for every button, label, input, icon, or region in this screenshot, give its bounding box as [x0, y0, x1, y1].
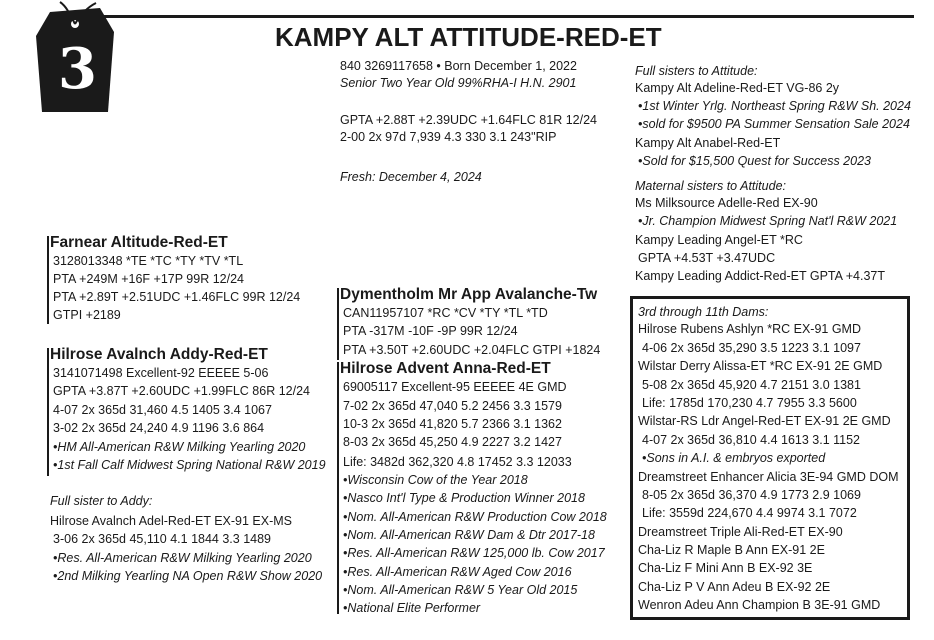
dam-line: 4-07 2x 365d 31,460 4.5 1405 3.4 1067: [53, 403, 272, 417]
mgs-line: PTA +3.50T +2.60UDC +2.04FLC GTPI +1824: [343, 343, 601, 357]
granddam-honor: •Nom. All-American R&W Dam & Dtr 2017-18: [343, 528, 595, 542]
granddam-honor: •Res. All-American R&W 125,000 lb. Cow 2017: [343, 546, 605, 560]
sire-line: 3128013348 *TE *TC *TY *TV *TL: [53, 254, 244, 268]
granddam-bracket: [337, 362, 339, 614]
dams-box-line: Wenron Adeu Ann Champion B 3E-91 GMD: [638, 598, 881, 612]
dams-box-line: Hilrose Rubens Ashlyn *RC EX-91 GMD: [638, 322, 861, 336]
dams-box-line: 4-06 2x 365d 35,290 3.5 1223 3.1 1097: [642, 341, 861, 355]
lot-number: 3: [58, 36, 97, 102]
granddam-honor: •Nom. All-American R&W Production Cow 2018: [343, 510, 607, 524]
dam-honor: •1st Fall Calf Midwest Spring National R&W 2019: [53, 458, 326, 472]
maternal-line: Kampy Leading Angel-ET *RC: [635, 233, 803, 247]
dam-sister-heading: Full sister to Addy:: [50, 494, 153, 508]
sire-line: PTA +2.89T +2.51UDC +1.46FLC 99R 12/24: [53, 290, 301, 304]
dam-line: GPTA +3.87T +2.60UDC +1.99FLC 86R 12/24: [53, 384, 310, 398]
maternal-line: Ms Milksource Adelle-Red EX-90: [635, 196, 818, 210]
dams-box-line: 8-05 2x 365d 36,370 4.9 1773 2.9 1069: [642, 488, 861, 502]
sister-line: •1st Winter Yrlg. Northeast Spring R&W Sh. 2024: [638, 99, 911, 113]
dam-bracket: [47, 348, 49, 476]
dam-sister-line: Hilrose Avalnch Adel-Red-ET EX-91 EX-MS: [50, 514, 293, 528]
mgs-line: CAN11957107 *RC *CV *TY *TL *TD: [343, 306, 548, 320]
dam-line: 3-02 2x 365d 24,240 4.9 1196 3.6 864: [53, 421, 265, 435]
registration-line: 840 3269117658 • Born December 1, 2022: [340, 59, 577, 73]
full-sisters-heading: Full sisters to Attitude:: [635, 64, 758, 78]
page-title: KAMPY ALT ATTITUDE-RED-ET: [275, 22, 662, 52]
dam-sister-honor: •Res. All-American R&W Milking Yearling 2020: [53, 551, 312, 565]
dams-box-line: 5-08 2x 365d 45,920 4.7 2151 3.0 1381: [642, 378, 861, 392]
dams-box-heading: 3rd through 11th Dams:: [638, 305, 769, 319]
granddam-honor: •Nom. All-American R&W 5 Year Old 2015: [343, 583, 578, 597]
fresh-date: Fresh: December 4, 2024: [340, 170, 482, 184]
dams-box-line: Wilstar-RS Ldr Angel-Red-ET EX-91 2E GMD: [638, 414, 891, 428]
granddam-honor: •National Elite Performer: [343, 601, 481, 615]
dams-box-line: Wilstar Derry Alissa-ET *RC EX-91 2E GMD: [638, 359, 883, 373]
dams-box-line: •Sons in A.I. & embryos exported: [642, 451, 826, 465]
dam-name: Hilrose Avalnch Addy-Red-ET: [50, 346, 268, 363]
sister-line: Kampy Alt Anabel-Red-ET: [635, 136, 781, 150]
maternal-line: GPTA +4.53T +3.47UDC: [638, 251, 776, 265]
granddam-line: 8-03 2x 365d 45,250 4.9 2227 3.2 1427: [343, 435, 562, 449]
dam-honor: •HM All-American R&W Milking Yearling 2020: [53, 440, 306, 454]
record-line: 2-00 2x 97d 7,939 4.3 330 3.1 243"RIP: [340, 130, 557, 144]
mgs-name: Dymentholm Mr App Avalanche-Tw: [340, 286, 598, 303]
sister-line: •sold for $9500 PA Summer Sensation Sale 2024: [638, 117, 910, 131]
sire-name: Farnear Altitude-Red-ET: [50, 234, 228, 251]
dams-box-line: Dreamstreet Triple Ali-Red-ET EX-90: [638, 525, 843, 539]
sister-line: •Sold for $15,500 Quest for Success 2023: [638, 154, 871, 168]
maternal-sisters-heading: Maternal sisters to Attitude:: [635, 179, 786, 193]
granddam-honor: •Nasco Int'l Type & Production Winner 2018: [343, 491, 585, 505]
dams-box-line: Cha-Liz P V Ann Adeu B EX-92 2E: [638, 580, 831, 594]
dam-sister-line: 3-06 2x 365d 45,110 4.1 1844 3.3 1489: [53, 532, 272, 546]
dam-sister-honor: •2nd Milking Yearling NA Open R&W Show 2020: [53, 569, 323, 583]
dams-box-line: Dreamstreet Enhancer Alicia 3E-94 GMD DOM: [638, 470, 899, 484]
gpta-line: GPTA +2.88T +2.39UDC +1.64FLC 81R 12/24: [340, 113, 597, 127]
granddam-line: 69005117 Excellent-95 EEEEE 4E GMD: [343, 380, 567, 394]
maternal-line: Kampy Leading Addict-Red-ET GPTA +4.37T: [635, 269, 886, 283]
dams-box-line: Life: 3559d 224,670 4.4 9974 3.1 7072: [642, 506, 857, 520]
dams-box-line: Cha-Liz F Mini Ann B EX-92 3E: [638, 561, 813, 575]
mgs-line: PTA -317M -10F -9P 99R 12/24: [343, 324, 518, 338]
dams-box-line: Life: 1785d 170,230 4.7 7955 3.3 5600: [642, 396, 857, 410]
granddam-honor: •Wisconsin Cow of the Year 2018: [343, 473, 528, 487]
top-rule: [82, 15, 914, 18]
granddam-line: 7-02 2x 365d 47,040 5.2 2456 3.3 1579: [343, 399, 562, 413]
dams-box-line: Cha-Liz R Maple B Ann EX-91 2E: [638, 543, 825, 557]
mgs-bracket: [337, 288, 339, 360]
dams-box-line: 4-07 2x 365d 36,810 4.4 1613 3.1 1152: [642, 433, 861, 447]
sire-line: PTA +249M +16F +17P 99R 12/24: [53, 272, 244, 286]
granddam-honor: •Res. All-American R&W Aged Cow 2016: [343, 565, 572, 579]
sire-bracket: [47, 236, 49, 324]
granddam-name: Hilrose Advent Anna-Red-ET: [340, 360, 551, 377]
dam-line: 3141071498 Excellent-92 EEEEE 5-06: [53, 366, 269, 380]
granddam-line: 10-3 2x 365d 41,820 5.7 2366 3.1 1362: [343, 417, 562, 431]
maternal-line: •Jr. Champion Midwest Spring Nat'l R&W 2021: [638, 214, 898, 228]
class-line: Senior Two Year Old 99%RHA-I H.N. 2901: [340, 76, 577, 90]
sister-line: Kampy Alt Adeline-Red-ET VG-86 2y: [635, 81, 840, 95]
granddam-line: Life: 3482d 362,320 4.8 17452 3.3 12033: [343, 455, 572, 469]
sire-line: GTPI +2189: [53, 308, 121, 322]
